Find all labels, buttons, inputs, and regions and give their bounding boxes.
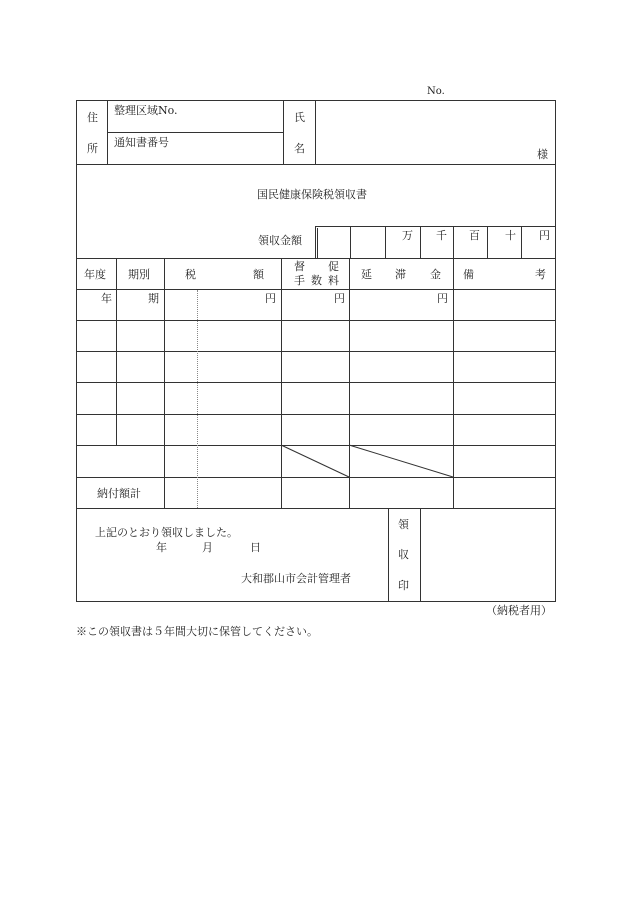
notice-number-label: 通知書番号 bbox=[114, 136, 169, 149]
header-late-3: 金 bbox=[430, 268, 441, 281]
row-period-marker: 期 bbox=[148, 292, 159, 305]
row-line-1 bbox=[76, 320, 556, 321]
row-year-marker: 年 bbox=[101, 292, 112, 305]
amount-box-left bbox=[315, 226, 316, 259]
header-fee-top-2: 促 bbox=[328, 260, 339, 273]
row-tax-yen: 円 bbox=[265, 292, 276, 305]
amount-sep-2 bbox=[385, 226, 386, 259]
footnote: ※この領収書は５年間大切に保管してください。 bbox=[76, 625, 318, 638]
receipt-year: 年 bbox=[156, 541, 167, 554]
col-period-tax bbox=[164, 258, 165, 509]
amount-unit-man: 万 bbox=[402, 229, 413, 242]
table-bottom bbox=[76, 508, 556, 509]
seal-left-border bbox=[388, 508, 389, 602]
amount-unit-yen: 円 bbox=[539, 229, 550, 242]
address-label-bottom: 所 bbox=[87, 142, 98, 155]
row-line-3 bbox=[76, 382, 556, 383]
issuer-name: 大和郡山市会計管理者 bbox=[241, 572, 351, 585]
copy-label: （納税者用） bbox=[486, 604, 552, 617]
amount-box-top bbox=[315, 226, 556, 227]
header-late-1: 延 bbox=[361, 268, 372, 281]
seal-right-border bbox=[420, 508, 421, 602]
amount-label: 領収金額 bbox=[258, 234, 302, 247]
address-split bbox=[107, 132, 284, 133]
amount-sep-1 bbox=[350, 226, 351, 259]
row-late-yen: 円 bbox=[437, 292, 448, 305]
amount-sep-6 bbox=[521, 226, 522, 259]
header-tax-1: 税 bbox=[185, 268, 196, 281]
row-fee-yen: 円 bbox=[334, 292, 345, 305]
receipt-day: 日 bbox=[250, 541, 261, 554]
seal-label-1: 領 bbox=[398, 518, 409, 531]
frame-top bbox=[76, 100, 556, 101]
honorific-sama: 様 bbox=[537, 148, 548, 161]
table-top bbox=[76, 258, 556, 259]
area-number-label: 整理区域No. bbox=[114, 104, 178, 117]
top-section-bottom bbox=[76, 164, 556, 165]
header-late-2: 滞 bbox=[395, 268, 406, 281]
amount-sep-5 bbox=[487, 226, 488, 259]
seal-label-2: 収 bbox=[398, 548, 409, 561]
amount-box-left-inner bbox=[317, 228, 318, 259]
doc-number-label: No. bbox=[427, 86, 445, 97]
header-note-1: 備 bbox=[463, 268, 474, 281]
receipt-statement: 上記のとおり領収しました。 bbox=[95, 526, 238, 539]
name-divider bbox=[315, 100, 316, 164]
header-tax-2: 額 bbox=[253, 268, 264, 281]
amount-sep-4 bbox=[453, 226, 454, 259]
header-year: 年度 bbox=[84, 268, 106, 281]
total-label: 納付額計 bbox=[97, 487, 141, 500]
header-fee-bottom: 手数料 bbox=[294, 274, 345, 287]
amount-sep-3 bbox=[420, 226, 421, 259]
col-late-note bbox=[453, 258, 454, 509]
receipt-month: 月 bbox=[202, 541, 213, 554]
amount-unit-sen: 千 bbox=[436, 229, 447, 242]
row-line-2 bbox=[76, 351, 556, 352]
row-line-4 bbox=[76, 414, 556, 415]
seal-label-3: 印 bbox=[398, 579, 409, 592]
amount-unit-ju: 十 bbox=[505, 229, 516, 242]
header-period: 期別 bbox=[128, 268, 150, 281]
frame-bottom bbox=[76, 601, 556, 602]
row-line-6 bbox=[76, 477, 556, 478]
name-label-bottom: 名 bbox=[294, 142, 305, 155]
fee-strike bbox=[281, 445, 349, 477]
header-note-2: 考 bbox=[535, 268, 546, 281]
amount-unit-hyaku: 百 bbox=[469, 229, 480, 242]
late-strike bbox=[349, 445, 453, 477]
col-year-period bbox=[116, 258, 117, 445]
header-fee-top-1: 督 bbox=[294, 260, 305, 273]
address-label-top: 住 bbox=[87, 111, 98, 124]
name-label-top: 氏 bbox=[294, 111, 305, 124]
document-title: 国民健康保険税領収書 bbox=[257, 188, 367, 201]
tax-dotted-divider bbox=[197, 290, 198, 508]
header-bottom bbox=[76, 289, 556, 290]
